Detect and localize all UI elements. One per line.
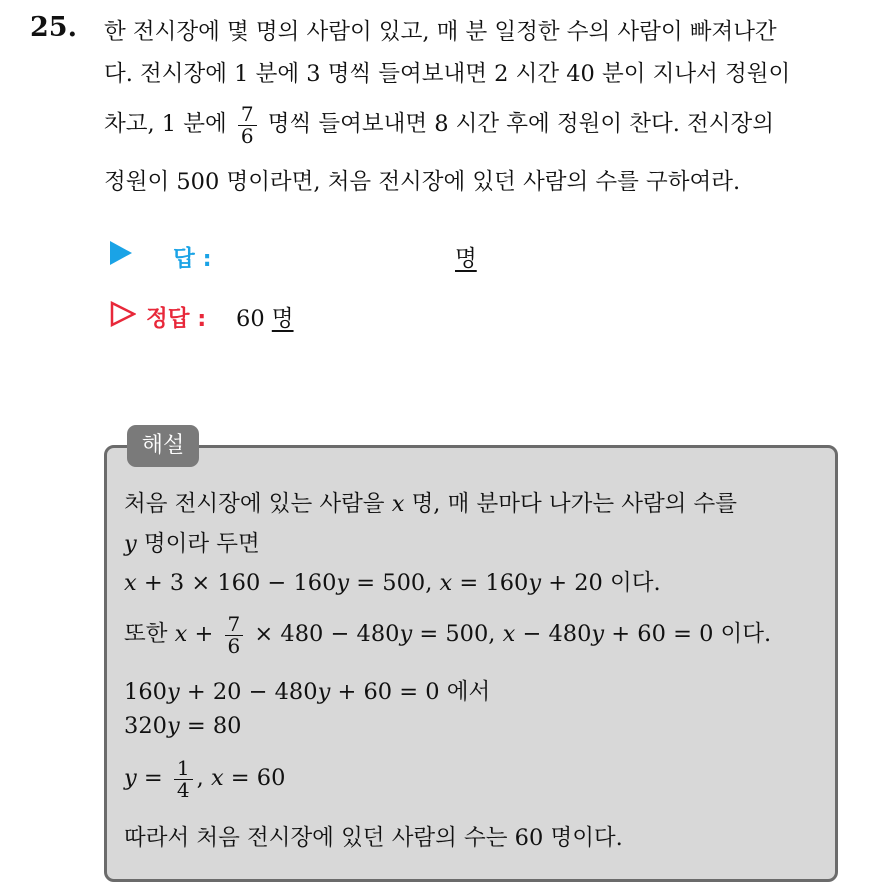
fraction-numerator: 1 <box>174 758 193 780</box>
fraction-one-quarter <box>174 755 193 802</box>
equation-part: = <box>143 765 163 791</box>
play-triangle-icon <box>110 241 132 265</box>
variable-y: y <box>317 679 331 705</box>
equation-part: + 3 × 160 − 160 <box>143 570 337 596</box>
fraction-numerator: 7 <box>225 614 244 636</box>
equation-part: + 60 = 0 이다. <box>611 621 772 647</box>
correct-answer-label: 정답 : <box>146 306 207 332</box>
variable-x: x <box>210 765 224 791</box>
answer-label: 답 : <box>173 246 212 272</box>
variable-y: y <box>399 621 413 647</box>
solution-line-1-start: 처음 전시장에 있는 사람을 <box>124 491 385 517</box>
variable-y: y <box>591 621 605 647</box>
variable-y: y <box>528 570 542 596</box>
correct-answer-row <box>110 301 370 333</box>
equation-part: , <box>196 765 204 791</box>
variable-y: y <box>166 679 180 705</box>
equation-part: = 500, <box>356 570 433 596</box>
question-line-3-start: 차고, 1 분에 <box>104 111 227 137</box>
question-line-3-end: 명씩 들여보내면 8 시간 후에 정원이 찬다. 전시장의 <box>267 111 774 137</box>
fraction-denominator: 4 <box>176 777 190 802</box>
solution-equation-2 <box>124 604 771 664</box>
solution-line-2-end: 명이라 두면 <box>143 531 260 557</box>
variable-x: x <box>124 570 137 596</box>
equation-part: 또한 <box>124 621 168 647</box>
solution-line-1-end: 명, 매 분마다 나가는 사람의 수를 <box>411 491 738 517</box>
fraction-seven-sixths <box>238 101 257 148</box>
hollow-triangle-icon <box>110 301 136 327</box>
correct-answer-value <box>236 301 294 333</box>
question-line-4: 정원이 500 명이라면, 처음 전시장에 있던 사람의 수를 구하여라. <box>104 169 741 195</box>
solution-conclusion: 따라서 처음 전시장에 있던 사람의 수는 60 명이다. <box>124 825 623 851</box>
variable-x: x <box>391 491 405 517</box>
fraction-seven-sixths <box>225 611 244 658</box>
question-number: 25. <box>30 12 77 43</box>
correct-answer-unit: 명 <box>271 306 294 332</box>
solution-line-1 <box>124 486 737 518</box>
variable-y: y <box>336 570 350 596</box>
variable-y: y <box>166 713 180 739</box>
fraction-denominator: 6 <box>240 123 254 148</box>
solution-line-2 <box>124 526 260 558</box>
equation-part: × 480 − 480 <box>254 621 400 647</box>
solution-equation-4 <box>124 713 241 739</box>
question-line-1: 한 전시장에 몇 명의 사람이 있고, 매 분 일정한 수의 사람이 빠져나간 <box>104 19 777 45</box>
equation-part: + <box>194 621 214 647</box>
variable-x: x <box>439 570 453 596</box>
solution-tag: 해설 <box>127 425 199 467</box>
question-line-3 <box>104 94 774 154</box>
fraction-numerator: 7 <box>238 104 257 126</box>
equation-part: = 160 <box>459 570 529 596</box>
correct-answer-number: 60 <box>236 306 265 332</box>
equation-part: + 20 이다. <box>548 570 661 596</box>
equation-part: = 60 <box>230 765 286 791</box>
solution-equation-3 <box>124 674 490 706</box>
answer-unit[interactable]: 명 <box>455 246 477 272</box>
equation-part: + 60 = 0 에서 <box>337 679 491 705</box>
variable-y: y <box>124 531 137 557</box>
fraction-denominator: 6 <box>227 633 241 658</box>
equation-part: = 80 <box>186 713 242 739</box>
question-line-2: 다. 전시장에 1 분에 3 명씩 들여보내면 2 시간 40 분이 지나서 정원이 <box>104 61 791 87</box>
equation-part: − 480 <box>522 621 592 647</box>
equation-part: = 500, <box>419 621 496 647</box>
answer-row <box>110 241 530 273</box>
equation-part: + 20 − 480 <box>186 679 318 705</box>
variable-y: y <box>124 765 137 791</box>
variable-x: x <box>174 621 188 647</box>
equation-part: 160 <box>124 679 167 705</box>
variable-x: x <box>502 621 516 647</box>
equation-part: 320 <box>124 713 167 739</box>
solution-equation-5 <box>124 748 285 808</box>
solution-equation-1 <box>124 565 661 597</box>
